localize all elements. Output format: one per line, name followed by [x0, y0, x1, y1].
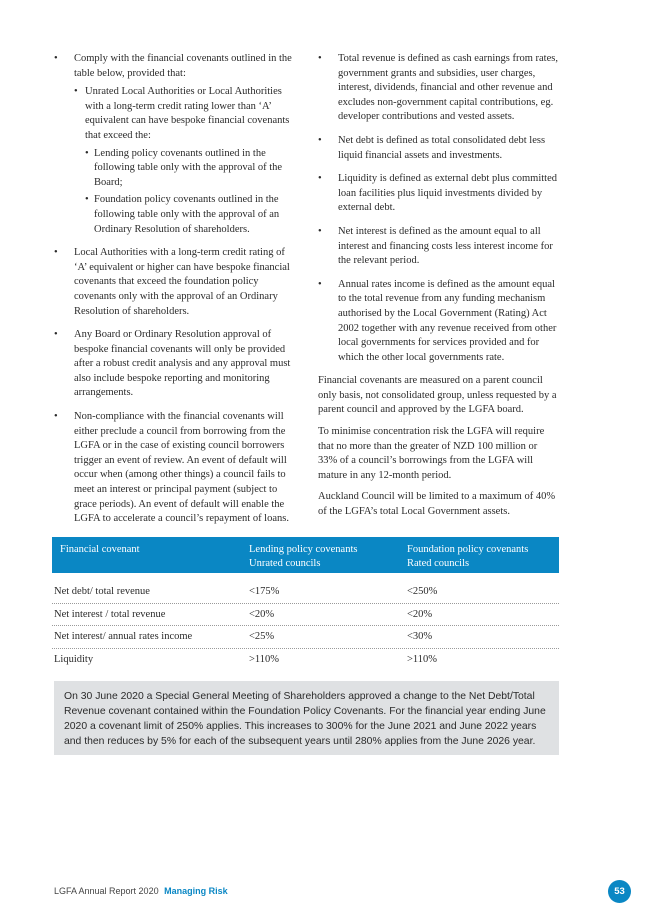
table-cell: <250% — [407, 586, 438, 597]
covenant-table — [52, 537, 559, 670]
table-cell: Net debt/ total revenue — [54, 586, 150, 597]
report-title: LGFA Annual Report 2020 — [54, 886, 159, 896]
header-subline: Rated councils — [407, 558, 470, 569]
list-item: • Lending policy covenants outlined in the following table only with the approval of the Board; — [85, 147, 296, 191]
page-number-badge — [608, 880, 631, 903]
note-text: On 30 June 2020 a Special General Meeting of Shareholders approved a change to the Net Debt/Total Revenue covenant contained within the Foundation Policy Covenants. For the financial year ending June 2020 a covenant limit of 250% applies. This increases to 300% for the June 2021 and June 2022 years and then reduces by 5% for each of the subsequent years until 280% applies from the June 2026 year. — [64, 691, 546, 747]
header-line: Lending policy covenants — [249, 544, 358, 555]
header-cell — [407, 543, 528, 571]
list-item: • Foundation policy covenants outlined in the following table only with the approval of an Ordinary Resolution of shareholders. — [85, 193, 296, 237]
table-cell: <20% — [407, 608, 433, 620]
bullet-text: Comply with the financial covenants outlined in the table below, provided that: — [74, 53, 292, 79]
header-line: Foundation policy covenants — [407, 544, 529, 555]
left-column — [54, 52, 296, 536]
table-header — [52, 537, 559, 573]
table-cell: Liquidity — [54, 653, 94, 665]
list-item: • Any Board or Ordinary Resolution approval of bespoke financial covenants will only be provided after a robust credit analysis and any approval must also include bespoke reporting and monitoring arrangements. — [54, 328, 296, 401]
table-cell: Net interest / total revenue — [54, 608, 166, 620]
table-row — [52, 604, 559, 627]
table-cell: <175% — [249, 586, 280, 597]
covenant-change-note — [54, 681, 559, 755]
header-subline: Unrated councils — [249, 558, 321, 569]
header-cell — [249, 543, 357, 571]
table-cell: <25% — [249, 631, 275, 642]
left-bullet-list — [54, 52, 296, 527]
list-item: • Liquidity is defined as external debt plus committed loan facilities plus liquid investments divided by external debt. — [318, 172, 558, 216]
table-cell: <30% — [407, 631, 433, 642]
table-cell: >110% — [249, 653, 280, 665]
section-name: Managing Risk — [164, 886, 228, 896]
header-line: Financial covenant — [60, 544, 140, 555]
definitions-list — [318, 52, 558, 365]
list-item: • Net debt is defined as total consolidated debt less liquid financial assets and investments. — [318, 134, 558, 163]
list-item: • Net interest is defined as the amount equal to all interest and financing costs less interest income for the relevant period. — [318, 225, 558, 269]
sub-bullet-text: Unrated Local Authorities or Local Authorities with a long-term credit rating lower than ‘A’ equivalent can have bespoke financial covenants that exceed the: — [85, 86, 290, 141]
list-item: • Local Authorities with a long-term credit rating of ‘A’ equivalent or higher can have bespoke financial covenants that exceed the foundation policy covenants only with the approval of an Ordinary Resolution of shareholders. — [54, 246, 296, 319]
table-row — [52, 649, 559, 671]
subsub-bullet-list — [85, 147, 296, 238]
paragraph: Financial covenants are measured on a parent council only basis, not consolidated group, unless requested by a parent council and approved by the LGFA board. — [318, 375, 557, 416]
list-item — [74, 85, 296, 237]
list-item — [54, 52, 296, 237]
table-row — [52, 581, 559, 604]
table-cell: <20% — [249, 608, 275, 620]
paragraph: To minimise concentration risk the LGFA will require that no more than the greater of NZD 100 million or 33% of a council’s borrowings from the LGFA will mature in any 12-month period. — [318, 426, 545, 481]
header-cell — [60, 543, 140, 557]
paragraph: Auckland Council will be limited to a maximum of 40% of the LGFA’s total Local Government assets. — [318, 491, 556, 518]
list-item: • Annual rates income is defined as the amount equal to the total revenue from any funding mechanism authorised by the Local Government (Rating) Act 2002 together with any revenue received from other local governments for services provided and for which the other local governments rate. — [318, 278, 558, 366]
list-item: • Non-compliance with the financial covenants will either preclude a council from borrowing from the LGFA or in the case of existing council borrowers trigger an event of review. An event of default will occur when (among other things) a council fails to meet an interest or principal payment (subject to grace periods). An event of default will enable the LGFA to accelerate a council’s repayment of loans. — [54, 410, 296, 527]
page-number: 53 — [614, 886, 625, 897]
table-cell: Net interest/ annual rates income — [54, 631, 193, 642]
table-row — [52, 626, 559, 649]
page-footer — [54, 886, 228, 896]
list-item: • Total revenue is defined as cash earnings from rates, government grants and subsidies, user charges, interest, dividends, financial and other revenue and excludes non-government capital contributions, eg. developer contributions and vested assets. — [318, 52, 558, 125]
table-cell: >110% — [407, 653, 438, 665]
sub-bullet-list — [74, 85, 296, 237]
right-column — [318, 52, 558, 527]
